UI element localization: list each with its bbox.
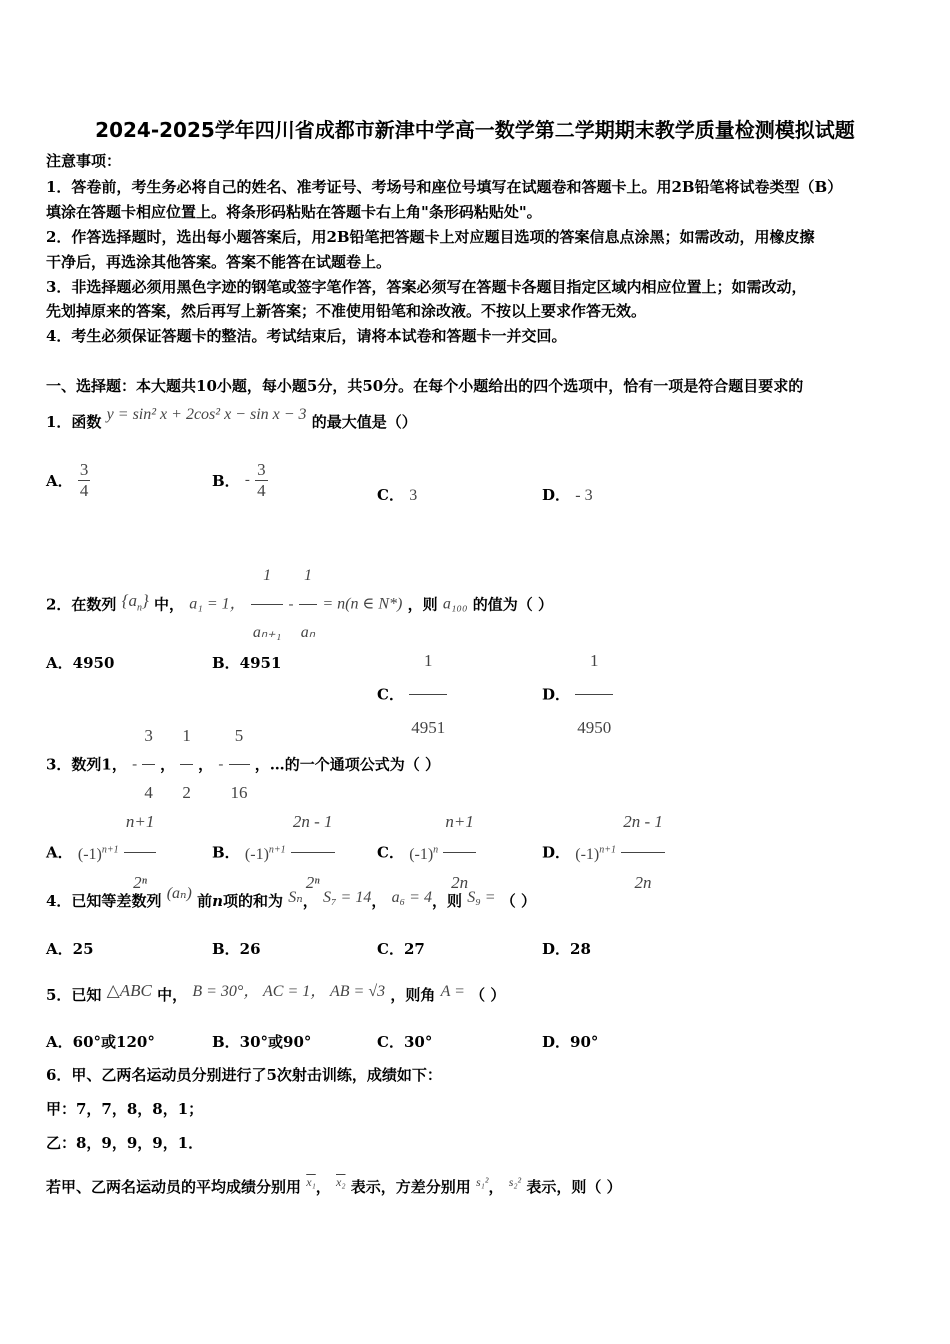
question-6: 6．甲、乙两名运动员分别进行了5次射击训练，成绩如下： — [46, 1066, 442, 1084]
q1-tail: 的最大值是（） — [311, 413, 417, 431]
notice-line: 4．考生必须保证答题卡的整洁。考试结束后，请将本试卷和答题卡一并交回。 — [46, 327, 567, 345]
q2-option-a: A．4950 — [46, 654, 115, 672]
question-5: 5．已知 △ABC 中， B = 30°， AC = 1， AB = √3 ，则角 A = （ ） — [46, 981, 506, 1004]
q2-option-b: B．4951 — [212, 654, 282, 672]
q1-option-d: D． - 3 — [542, 486, 593, 504]
q5-option-c: C．30° — [377, 1033, 433, 1051]
q1-option-b: B． - $\frac{3}{4}$ — [212, 460, 266, 500]
q6-question-line: 若甲、乙两名运动员的平均成绩分别用 $^{x_1}$， $^{x_2}$ 表示，方差分别用 $^{s_1^2}$， $^{s_2^2}$ 表示，则（ ） — [46, 1175, 622, 1196]
q3-option-d: D． $(-1)^{n+1}$ $\frac{2n - 1}{2n}$ — [542, 792, 665, 913]
q4-option-c: C．27 — [377, 940, 425, 958]
question-3: 3．数列1， - $\frac{3}{4}$ ， $\frac{1}{2}$ ， - $\frac{5}{16}$ ，…的一个通项公式为（ ） — [46, 708, 440, 821]
q6-data-yi: 乙：8，9，9，9，1． — [46, 1134, 204, 1152]
notice-line: 2．作答选择题时，选出每小题答案后，用2B铅笔把答题卡上对应题目选项的答案信息点涂黑；如需改动，用橡皮擦 — [46, 228, 815, 246]
q3-option-b: B． $(-1)^{n+1}$ $\frac{2n - 1}{\text{2ⁿ}}$ — [212, 792, 335, 913]
notice-line: 3．非选择题必须用黑色字迹的钢笔或签字笔作答，答案必须写在答题卡各题目指定区域内相应位置上；如需改动， — [46, 278, 807, 296]
q2-option-d: D． $\frac{1}{4950}$ — [542, 628, 613, 761]
q5-option-d: D．90° — [542, 1033, 599, 1051]
page-title: 2024-2025学年四川省成都市新津中学高一数学第二学期期末教学质量检测模拟试题 — [95, 118, 855, 142]
q4-option-d: D．28 — [542, 940, 591, 958]
q6-data-jia: 甲：7，7，8，8，1； — [46, 1100, 204, 1118]
notice-line: 填涂在答题卡相应位置上。将条形码粘贴在答题卡右上角"条形码粘贴处"。 — [46, 203, 542, 221]
q5-option-a: A．60°或120° — [46, 1033, 155, 1051]
question-4: 4．已知等差数列 (aₙ) 前n项的和为 Sₙ， S₇ = 14， a₆ = 4，则 S₉ = （ ） — [46, 885, 537, 910]
notice-line: 1．答卷前，考生务必将自己的姓名、准考证号、考场号和座位号填写在试题卷和答题卡上。用2B铅笔将试卷类型（B） — [46, 178, 843, 196]
notice-heading: 注意事项： — [46, 152, 122, 170]
question-2: 2．在数列 $\{a_n\}$ 中， a₁ = 1， $\frac{1}{\text{aₙ₊₁}}$ - $\frac{1}{\text{aₙ}}$ = n(n ∈ N*) ，则 a₁₀₀ 的值为（ ） — [46, 548, 553, 661]
question-1 — [46, 406, 417, 432]
q1-number: 1．函数 — [46, 413, 102, 431]
q3-option-a: A． $(-1)^{n+1}$ $\frac{n+1}{\text{2ⁿ}}$ — [46, 792, 156, 913]
q3-option-c: C． $(-1)^n$ $\frac{n+1}{2n}$ — [377, 792, 476, 913]
q2-option-c: C． $\frac{1}{4951}$ — [377, 628, 447, 761]
section-heading: 一、选择题：本大题共10小题，每小题5分，共50分。在每个小题给出的四个选项中，恰有一项是符合题目要求的 — [46, 377, 804, 395]
q1-option-a: A． $\frac{3}{4}$ — [46, 460, 89, 500]
q4-option-b: B．26 — [212, 940, 261, 958]
q5-option-b: B．30°或90° — [212, 1033, 312, 1051]
q1-formula: y = sin² x + 2cos² x − sin x − 3 — [106, 406, 307, 423]
q1-option-c: C． 3 — [377, 486, 418, 504]
notice-line: 先划掉原来的答案，然后再写上新答案；不准使用铅笔和涂改液。不按以上要求作答无效。 — [46, 302, 647, 320]
notice-line: 干净后，再选涂其他答案。答案不能答在试题卷上。 — [46, 253, 392, 271]
q4-option-a: A．25 — [46, 940, 94, 958]
